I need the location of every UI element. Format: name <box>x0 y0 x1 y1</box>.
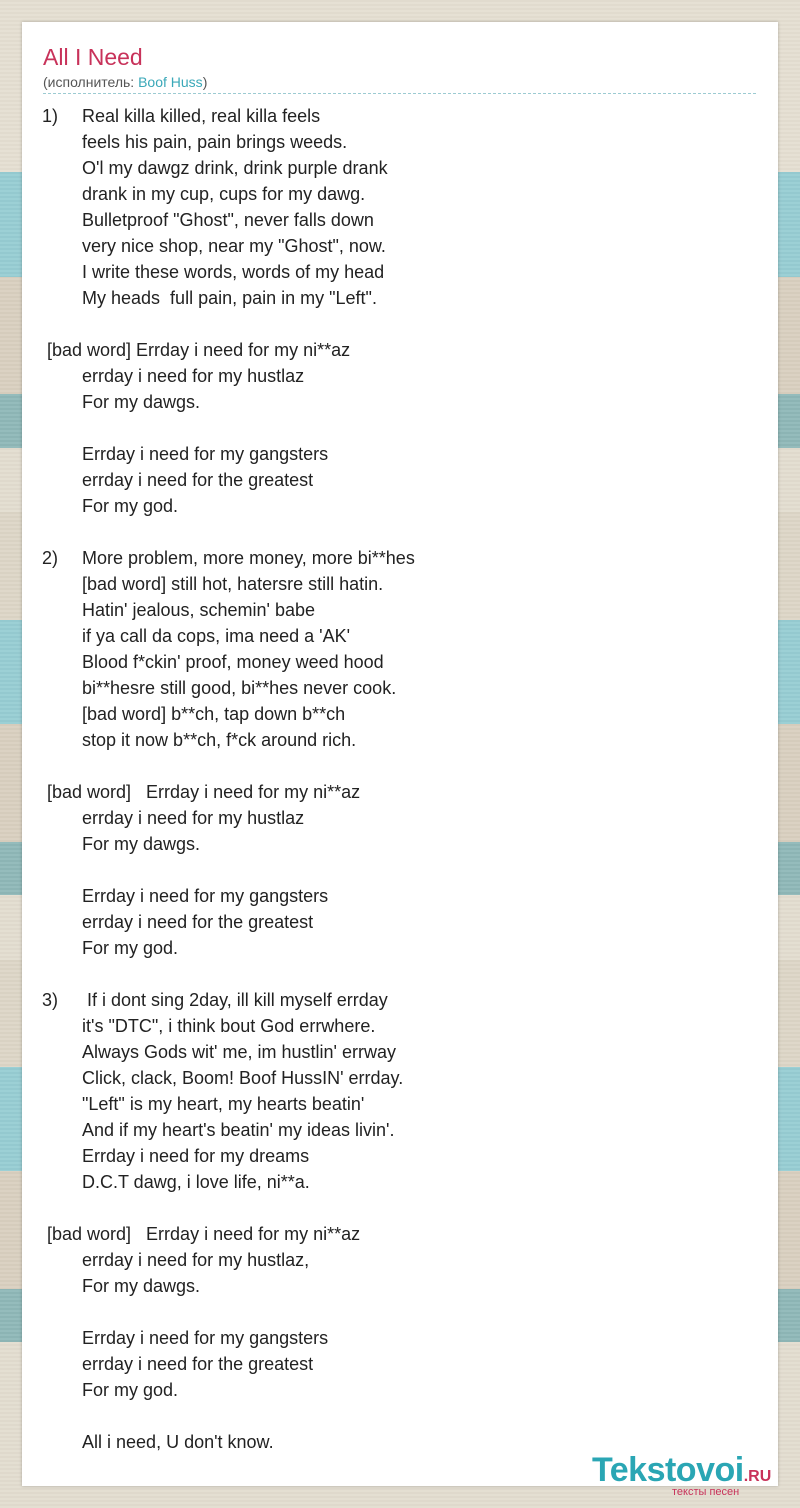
lyrics-text: 1) Real killa killed, real killa feels feels his pain, pain brings weeds. O'l my dawgz drink, drink purple drank drank in my cup, cups for my dawg. Bulletproof "Ghost", never falls down very nice shop, near my "Ghost", now. I write these words, words of my head My heads full pain, pain in my "Left". [bad word] Errday i need for my ni**az errday i need for my hustlaz For my dawgs. Errday i need for my gangsters errday i need for the greatest For my god. 2) More problem, more money, more bi**hes [bad word] still hot, hatersre still hatin. Hatin' jealous, schemin' babe if ya call da cops, ima need a 'AK' Blood f*ckin' proof, money weed hood bi**hesre still good, bi**hes never cook. [bad word] b**ch, tap down b**ch stop it now b**ch, f*ck around rich. [bad word] Errday i need for my ni**az errday i need for my hustlaz For my dawgs. Errday i need for my gangsters errday i need for the greatest For my god. 3) If i dont sing 2day, ill kill myself errday it's "DTC", i think bout God errwhere. Always Gods wit' me, im hustlin' errway Click, clack, Boom! Boof HussIN' errday. "Left" is my heart, my hearts beatin' And if my heart's beatin' my ideas livin'. Errday i need for my dreams D.C.T dawg, i love life, ni**a. [bad word] Errday i need for my ni**az errday i need for my hustlaz, For my dawgs. Errday i need for my gangsters errday i need for the greatest For my god. All i need, U don't know. <box>42 106 415 1452</box>
logo-suffix: .RU <box>743 1468 772 1485</box>
lyrics-card <box>22 22 778 1486</box>
logo-tagline: тексты песен <box>672 1486 740 1498</box>
performer-line <box>43 73 207 91</box>
performer-suffix: ) <box>202 74 208 90</box>
logo-name: Tekstovoi <box>592 1451 744 1489</box>
site-logo[interactable] <box>592 1452 792 1502</box>
performer-prefix: (исполнитель: <box>43 74 139 90</box>
title-divider <box>43 93 756 94</box>
performer-link[interactable]: Boof Huss <box>138 74 203 90</box>
song-title: All I Need <box>43 44 143 70</box>
